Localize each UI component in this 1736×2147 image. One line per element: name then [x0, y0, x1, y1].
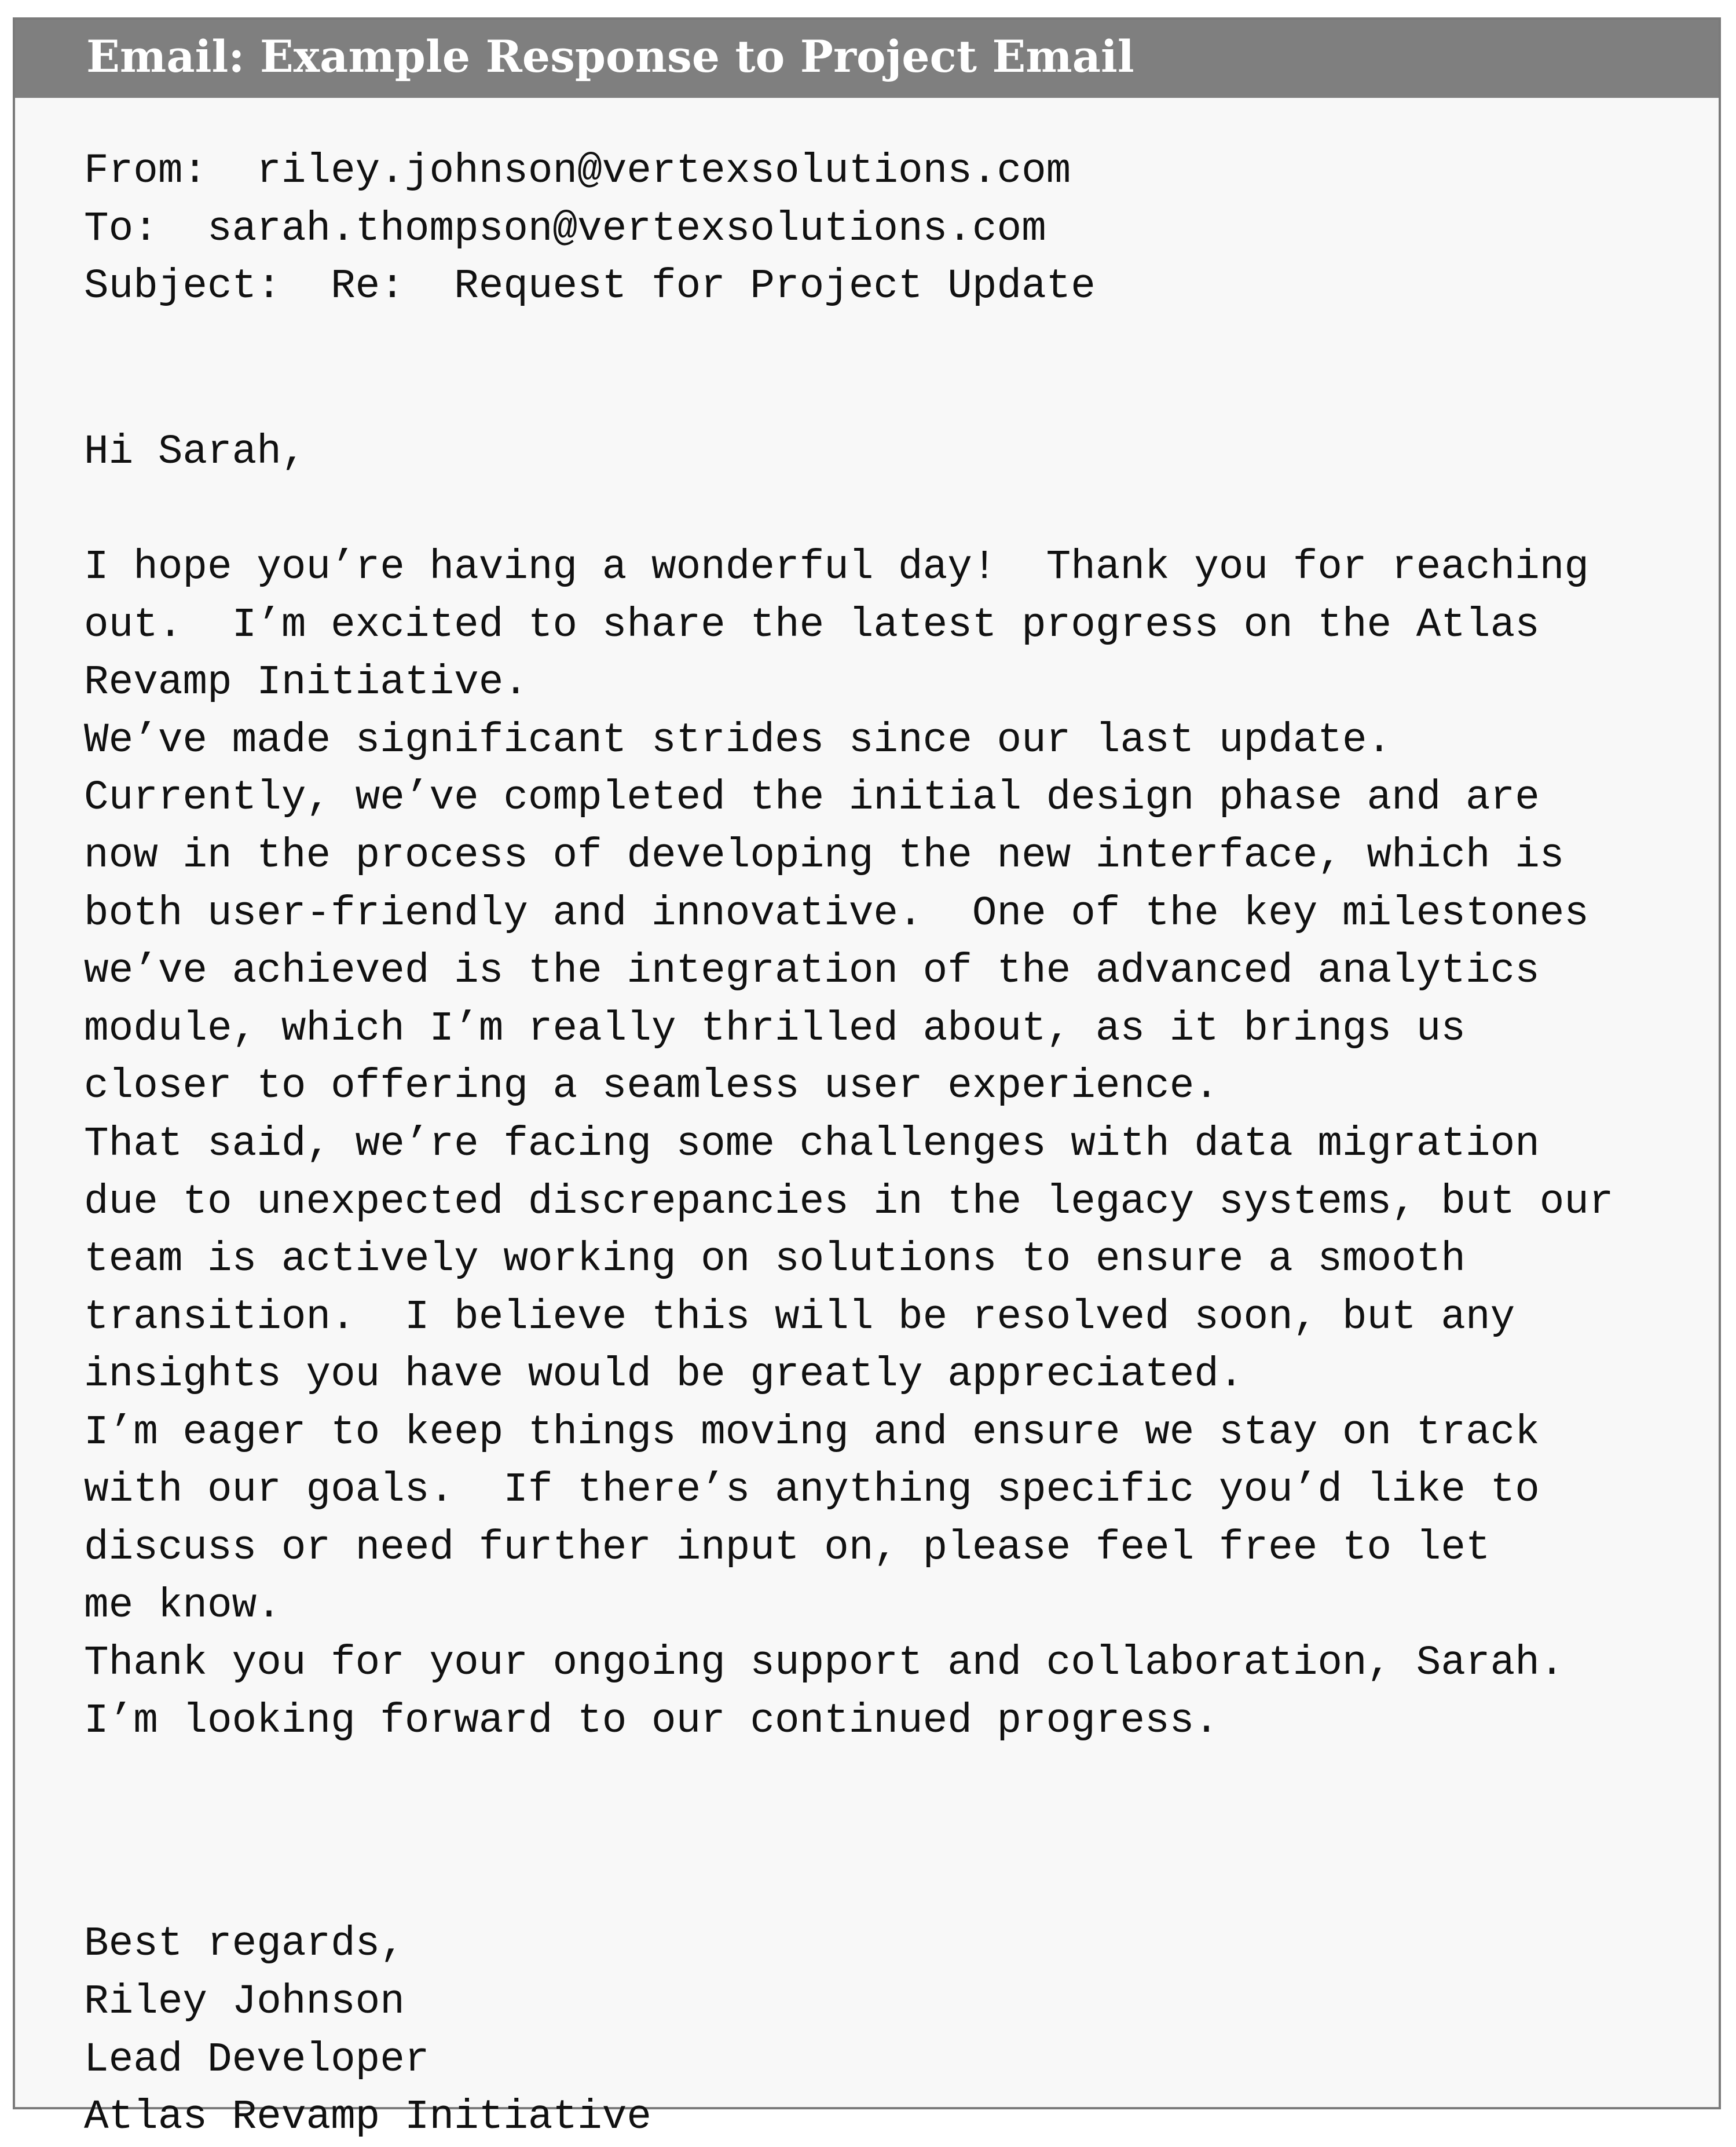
signature-closing: Best regards, — [84, 1921, 405, 1968]
greeting-spacer — [84, 481, 1700, 539]
body-line: me know. — [84, 1582, 281, 1629]
body-line: That said, we’re facing some challenges with data migration — [84, 1121, 1540, 1168]
body-line: transition. I believe this will be resolved soon, but any — [84, 1294, 1515, 1341]
signature — [84, 1916, 1700, 2146]
body-line: discuss or need further input on, please feel free to let — [84, 1525, 1490, 1572]
greeting: Hi Sarah, — [84, 429, 306, 476]
body-line: both user-friendly and innovative. One of the key milestones — [84, 890, 1589, 937]
email-title: Email: Example Response to Project Email — [86, 31, 1134, 82]
email-content — [84, 143, 1700, 2147]
body-line: I’m eager to keep things moving and ensure we stay on track — [84, 1409, 1540, 1456]
email-body — [84, 539, 1700, 1750]
body-line: module, which I’m really thrilled about, as it brings us — [84, 1005, 1466, 1052]
to-line: To: sarah.thompson@vertexsolutions.com — [84, 206, 1046, 253]
body-line: insights you have would be greatly appreciated. — [84, 1352, 1244, 1399]
signature-name: Riley Johnson — [84, 1979, 405, 2026]
body-line: due to unexpected discrepancies in the legacy systems, but our — [84, 1179, 1614, 1226]
body-line: Currently, we’ve completed the initial design phase and are — [84, 775, 1540, 822]
signature-role: Lead Developer — [84, 2036, 430, 2083]
body-line: closer to offering a seamless user experience. — [84, 1063, 1219, 1110]
from-line: From: riley.johnson@vertexsolutions.com — [84, 148, 1071, 195]
body-line: Thank you for your ongoing support and collaboration, Sarah. — [84, 1640, 1565, 1687]
body-line: We’ve made significant strides since our last update. — [84, 717, 1392, 764]
body-line: I hope you’re having a wonderful day! Thank you for reaching — [84, 544, 1589, 591]
signature-org: Atlas Revamp Initiative — [84, 2094, 651, 2141]
body-line: team is actively working on solutions to ensure a smooth — [84, 1237, 1466, 1283]
body-line: we’ve achieved is the integration of the advanced analytics — [84, 948, 1540, 995]
body-line: now in the process of developing the new interface, which is — [84, 832, 1565, 879]
email-title-bar — [15, 20, 1719, 98]
body-line: Revamp Initiative. — [84, 660, 528, 707]
body-line: with our goals. If there’s anything specific you’d like to — [84, 1467, 1540, 1514]
subject-line: Subject: Re: Request for Project Update — [84, 264, 1096, 310]
body-line: out. I’m excited to share the latest progress on the Atlas — [84, 602, 1540, 649]
signature-spacer — [84, 1750, 1700, 1916]
body-line: I’m looking forward to our continued progress. — [84, 1698, 1219, 1744]
email-box — [13, 17, 1721, 2141]
header-spacer — [84, 316, 1700, 424]
